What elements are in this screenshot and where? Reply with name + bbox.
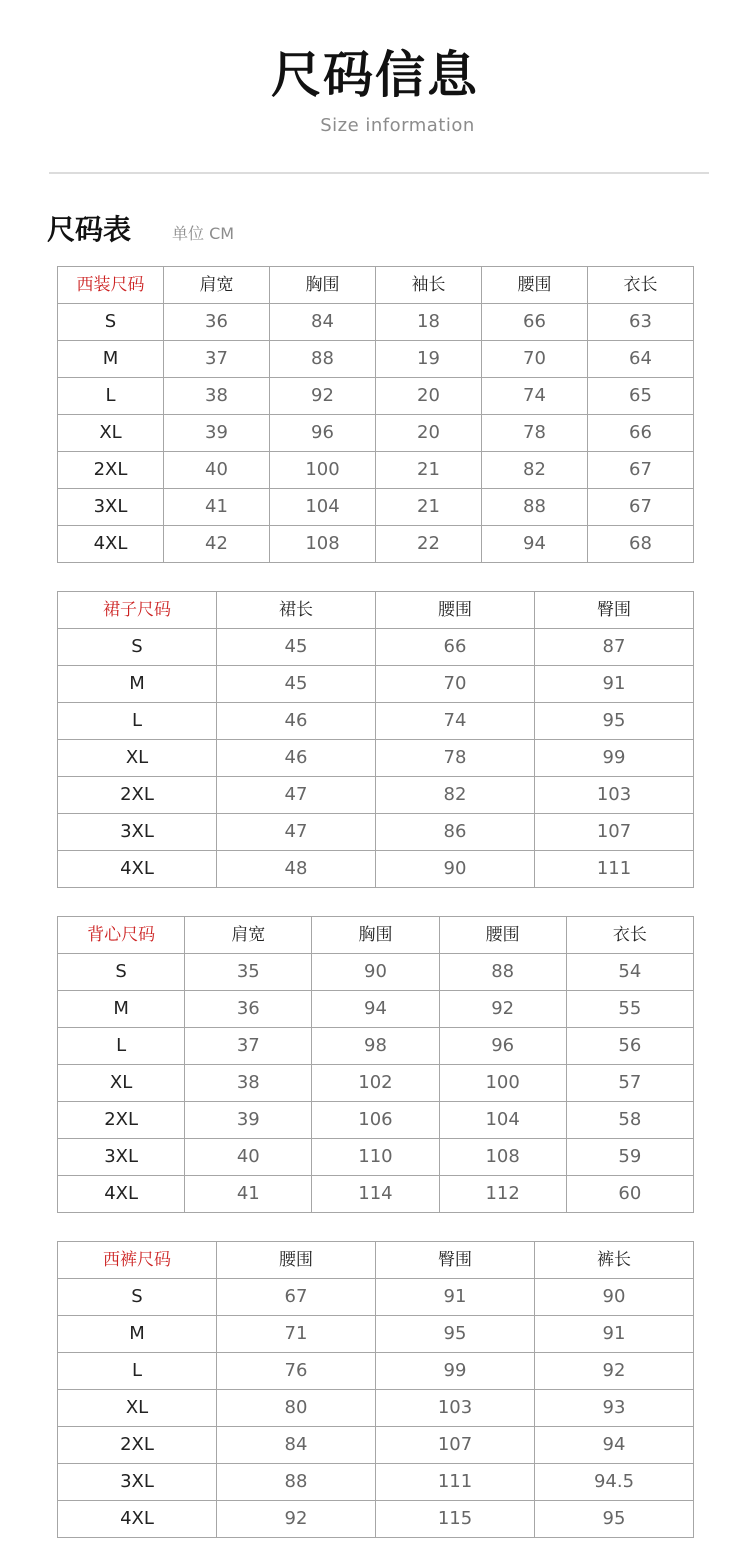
measurement-cell: 65 [588,378,694,415]
size-cell: XL [58,1390,217,1427]
measurement-cell: 70 [376,666,535,703]
measurement-cell: 94.5 [535,1464,694,1501]
measurement-cell: 60 [566,1176,693,1213]
measurement-cell: 57 [566,1065,693,1102]
measurement-cell: 112 [439,1176,566,1213]
table-row [58,1279,694,1316]
measurement-cell: 76 [217,1353,376,1390]
measurement-cell: 55 [566,991,693,1028]
size-cell: 3XL [58,814,217,851]
measurement-cell: 91 [535,666,694,703]
measurement-cell: 67 [588,452,694,489]
table-row [58,415,694,452]
table-row [58,1139,694,1176]
measurement-cell: 68 [588,526,694,563]
measurement-cell: 45 [217,666,376,703]
table-row [58,954,694,991]
measurement-cell: 66 [376,629,535,666]
measurement-cell: 19 [376,341,482,378]
table-row [58,452,694,489]
measurement-cell: 70 [482,341,588,378]
size-cell: M [58,991,185,1028]
measurement-cell: 56 [566,1028,693,1065]
measurement-cell: 39 [164,415,270,452]
table-row [58,1390,694,1427]
measurement-cell: 58 [566,1102,693,1139]
measurement-cell: 66 [482,304,588,341]
table-header-row [58,267,694,304]
table-row [58,489,694,526]
measurement-cell: 41 [164,489,270,526]
measurement-cell: 63 [588,304,694,341]
measurement-cell: 74 [376,703,535,740]
table-row [58,1501,694,1538]
table-row [58,777,694,814]
table-row [58,378,694,415]
measurement-cell: 100 [270,452,376,489]
measurement-cell: 107 [535,814,694,851]
size-cell: M [58,1316,217,1353]
measurement-cell: 111 [535,851,694,888]
measurement-cell: 36 [164,304,270,341]
vest-size-table [57,916,694,1213]
measurement-cell: 91 [535,1316,694,1353]
measurement-cell: 40 [185,1139,312,1176]
measurement-cell: 67 [588,489,694,526]
table-row [58,1427,694,1464]
column-header: 衣长 [566,917,693,954]
measurement-cell: 82 [376,777,535,814]
measurement-cell: 74 [482,378,588,415]
measurement-cell: 18 [376,304,482,341]
measurement-cell: 94 [312,991,439,1028]
measurement-cell: 80 [217,1390,376,1427]
column-header: 臀围 [376,1242,535,1279]
page-subtitle: Size information [320,115,475,136]
size-cell: 2XL [58,777,217,814]
measurement-cell: 35 [185,954,312,991]
measurement-cell: 82 [482,452,588,489]
measurement-cell: 78 [376,740,535,777]
size-cell: 4XL [58,851,217,888]
measurement-cell: 86 [376,814,535,851]
column-header: 腰围 [482,267,588,304]
measurement-cell: 94 [482,526,588,563]
size-cell: 3XL [58,1464,217,1501]
size-cell: L [58,1028,185,1065]
measurement-cell: 95 [535,703,694,740]
measurement-cell: 100 [439,1065,566,1102]
measurement-cell: 46 [217,703,376,740]
column-header: 衣长 [588,267,694,304]
measurement-cell: 71 [217,1316,376,1353]
measurement-cell: 41 [185,1176,312,1213]
measurement-cell: 102 [312,1065,439,1102]
measurement-cell: 99 [535,740,694,777]
table-corner-label: 西装尺码 [58,267,164,304]
table-header-row [58,1242,694,1279]
table-row [58,629,694,666]
measurement-cell: 84 [270,304,376,341]
measurement-cell: 104 [439,1102,566,1139]
table-row [58,341,694,378]
measurement-cell: 88 [439,954,566,991]
measurement-cell: 108 [439,1139,566,1176]
column-header: 腰围 [217,1242,376,1279]
measurement-cell: 36 [185,991,312,1028]
measurement-cell: 20 [376,378,482,415]
measurement-cell: 21 [376,452,482,489]
column-header: 袖长 [376,267,482,304]
table-row [58,1316,694,1353]
measurement-cell: 95 [376,1316,535,1353]
measurement-cell: 66 [588,415,694,452]
size-cell: S [58,1279,217,1316]
measurement-cell: 21 [376,489,482,526]
measurement-cell: 90 [376,851,535,888]
measurement-cell: 47 [217,814,376,851]
measurement-cell: 99 [376,1353,535,1390]
size-cell: 4XL [58,526,164,563]
table-row [58,814,694,851]
measurement-cell: 87 [535,629,694,666]
table-row [58,1065,694,1102]
skirt-size-table [57,591,694,888]
measurement-cell: 98 [312,1028,439,1065]
measurement-cell: 88 [270,341,376,378]
measurement-cell: 42 [164,526,270,563]
measurement-cell: 88 [482,489,588,526]
measurement-cell: 106 [312,1102,439,1139]
section-title: 尺码表 [47,213,132,246]
size-cell: 4XL [58,1501,217,1538]
size-cell: 3XL [58,489,164,526]
table-row [58,526,694,563]
size-cell: 2XL [58,452,164,489]
measurement-cell: 37 [164,341,270,378]
size-cell: S [58,629,217,666]
size-cell: M [58,341,164,378]
table-row [58,851,694,888]
measurement-cell: 88 [217,1464,376,1501]
size-cell: L [58,703,217,740]
measurement-cell: 64 [588,341,694,378]
size-cell: L [58,378,164,415]
measurement-cell: 96 [439,1028,566,1065]
column-header: 腰围 [376,592,535,629]
column-header: 胸围 [270,267,376,304]
table-corner-label: 背心尺码 [58,917,185,954]
table-row [58,1464,694,1501]
measurement-cell: 110 [312,1139,439,1176]
table-row [58,740,694,777]
measurement-cell: 111 [376,1464,535,1501]
column-header: 臀围 [535,592,694,629]
table-corner-label: 西裤尺码 [58,1242,217,1279]
measurement-cell: 103 [535,777,694,814]
table-row [58,1353,694,1390]
measurement-cell: 94 [535,1427,694,1464]
measurement-cell: 67 [217,1279,376,1316]
column-header: 肩宽 [164,267,270,304]
table-header-row [58,917,694,954]
table-row [58,1028,694,1065]
measurement-cell: 107 [376,1427,535,1464]
measurement-cell: 93 [535,1390,694,1427]
measurement-cell: 84 [217,1427,376,1464]
measurement-cell: 46 [217,740,376,777]
measurement-cell: 104 [270,489,376,526]
column-header: 肩宽 [185,917,312,954]
trousers-size-table [57,1241,694,1538]
measurement-cell: 108 [270,526,376,563]
measurement-cell: 90 [535,1279,694,1316]
page-title: 尺码信息 [271,46,479,104]
measurement-cell: 78 [482,415,588,452]
measurement-cell: 54 [566,954,693,991]
table-header-row [58,592,694,629]
measurement-cell: 96 [270,415,376,452]
size-cell: XL [58,415,164,452]
measurement-cell: 20 [376,415,482,452]
measurement-cell: 91 [376,1279,535,1316]
size-cell: M [58,666,217,703]
measurement-cell: 59 [566,1139,693,1176]
measurement-cell: 48 [217,851,376,888]
column-header: 裤长 [535,1242,694,1279]
size-cell: 4XL [58,1176,185,1213]
size-cell: 3XL [58,1139,185,1176]
size-cell: L [58,1353,217,1390]
measurement-cell: 114 [312,1176,439,1213]
measurement-cell: 38 [164,378,270,415]
measurement-cell: 92 [270,378,376,415]
measurement-cell: 22 [376,526,482,563]
measurement-cell: 47 [217,777,376,814]
suit-size-table [57,266,694,563]
measurement-cell: 115 [376,1501,535,1538]
measurement-cell: 92 [535,1353,694,1390]
table-row [58,666,694,703]
measurement-cell: 92 [439,991,566,1028]
size-cell: XL [58,1065,185,1102]
column-header: 胸围 [312,917,439,954]
table-row [58,1102,694,1139]
size-cell: S [58,954,185,991]
column-header: 裙长 [217,592,376,629]
header-divider [49,172,709,174]
measurement-cell: 45 [217,629,376,666]
table-row [58,304,694,341]
measurement-cell: 90 [312,954,439,991]
measurement-cell: 92 [217,1501,376,1538]
measurement-cell: 38 [185,1065,312,1102]
size-cell: 2XL [58,1102,185,1139]
measurement-cell: 37 [185,1028,312,1065]
measurement-cell: 39 [185,1102,312,1139]
unit-label: 单位 CM [172,224,235,243]
measurement-cell: 95 [535,1501,694,1538]
table-row [58,991,694,1028]
table-row [58,1176,694,1213]
table-corner-label: 裙子尺码 [58,592,217,629]
measurement-cell: 40 [164,452,270,489]
measurement-cell: 103 [376,1390,535,1427]
size-cell: 2XL [58,1427,217,1464]
size-cell: S [58,304,164,341]
size-cell: XL [58,740,217,777]
table-row [58,703,694,740]
column-header: 腰围 [439,917,566,954]
